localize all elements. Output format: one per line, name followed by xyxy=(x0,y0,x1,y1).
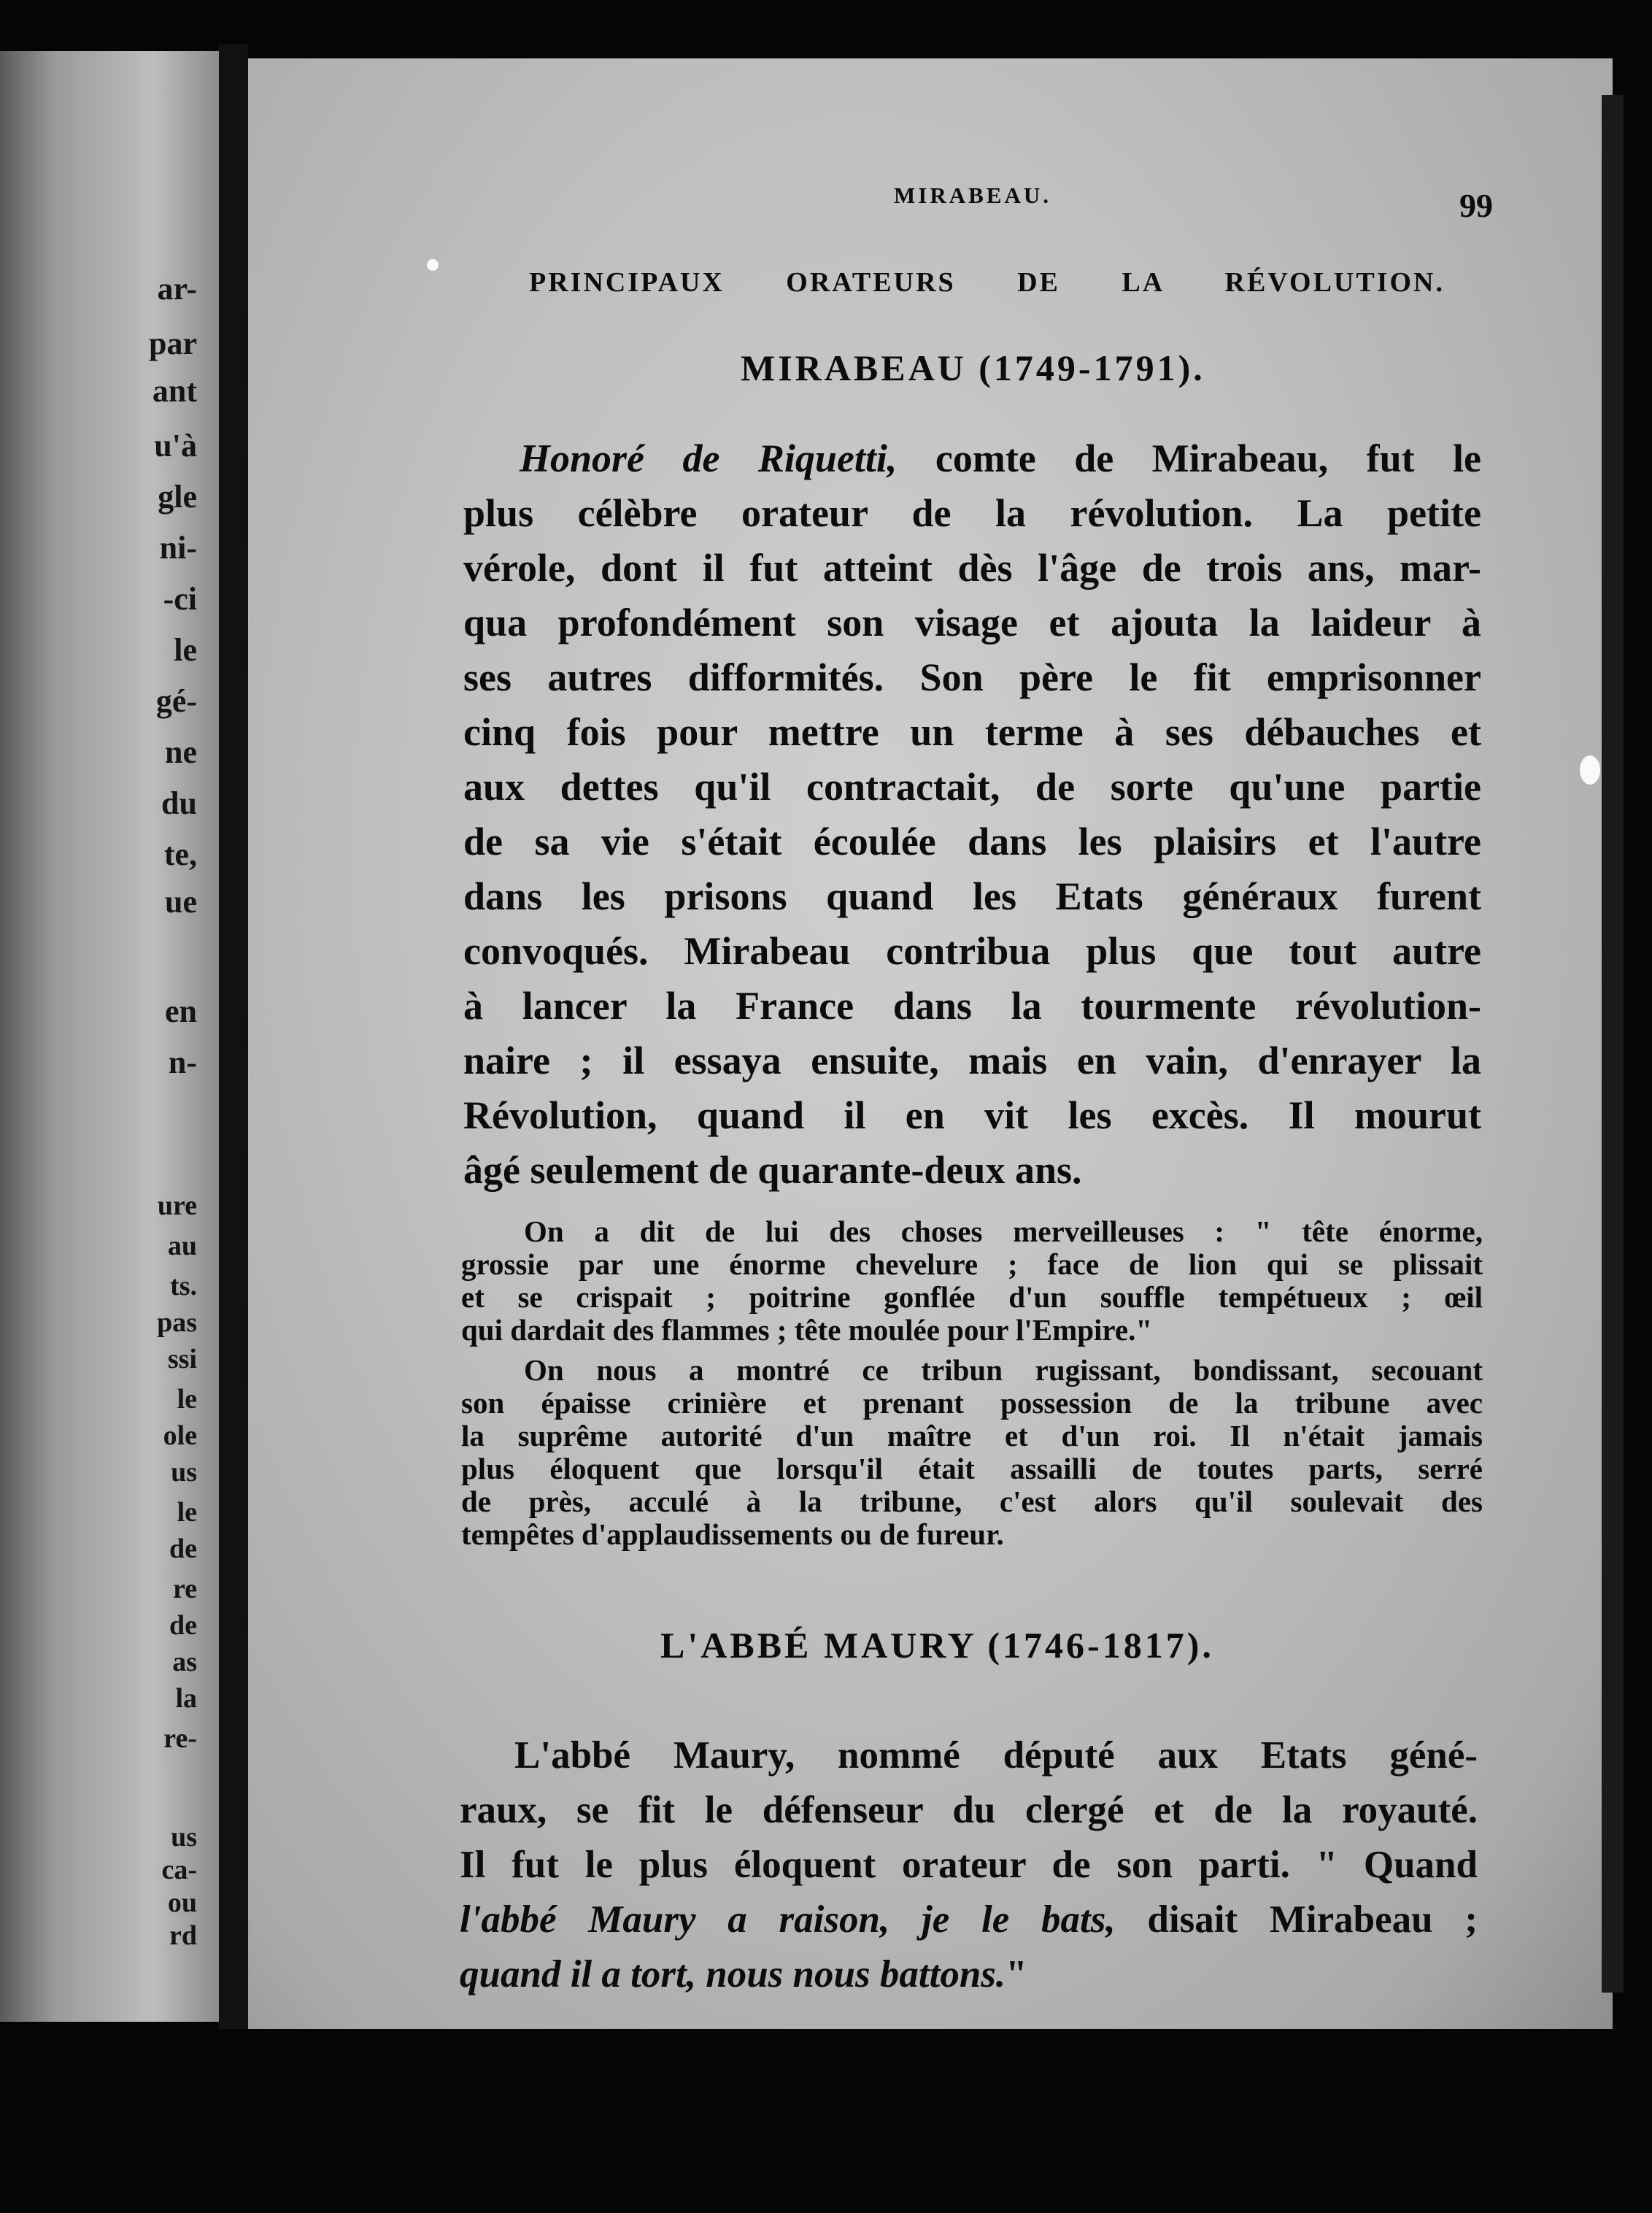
left-fragment: pas xyxy=(157,1307,197,1338)
paragraph-line xyxy=(460,1952,1478,1996)
paragraph-line xyxy=(520,436,1481,480)
left-fragment: us xyxy=(171,1457,197,1487)
left-fragment: ole xyxy=(163,1420,197,1451)
running-head: MIRABEAU. xyxy=(894,182,1051,208)
quote-line: la suprême autorité d'un maître et d'un roi. Il n'était jamais xyxy=(461,1419,1483,1452)
left-fragment: le xyxy=(177,1384,197,1415)
line-text: disait Mirabeau ; xyxy=(1115,1898,1478,1941)
left-fragment: ni- xyxy=(159,530,197,566)
left-fragment: gle xyxy=(158,479,197,515)
paragraph-line xyxy=(460,1898,1478,1941)
paragraph-line: Révolution, quand il en vit les excès. Il mourut xyxy=(463,1093,1481,1137)
quote-line: On nous a montré ce tribun rugissant, bondissant, secouant xyxy=(524,1353,1483,1387)
left-fragment: du xyxy=(161,785,197,821)
italic-name: Honoré de Riquetti, xyxy=(520,436,898,480)
left-fragment: ssi xyxy=(167,1344,197,1374)
quote-line: qui dardait des flammes ; tête moulée pour l'Empire." xyxy=(461,1313,1153,1347)
mirabeau-title: MIRABEAU (1749-1791). xyxy=(741,347,1205,388)
dust-speck xyxy=(427,259,439,271)
page-number: 99 xyxy=(1459,187,1493,224)
book-gutter xyxy=(219,44,248,2029)
left-fragment: ca- xyxy=(161,1855,197,1885)
italic-quote: quand il a tort, nous nous battons. xyxy=(460,1953,1006,1995)
left-fragment: us xyxy=(171,1822,197,1852)
left-fragment: ne xyxy=(165,734,197,770)
left-fragment: ou xyxy=(167,1887,197,1918)
quote-line: On a dit de lui des choses merveilleuses : " tête énorme, xyxy=(524,1215,1483,1248)
paragraph-line: âgé seulement de quarante-deux ans. xyxy=(463,1148,1082,1192)
left-fragment: par xyxy=(149,326,197,361)
left-fragment: le xyxy=(177,1497,197,1528)
quote-line: son épaisse crinière et prenant possession de la tribune avec xyxy=(461,1386,1483,1420)
left-fragment: ure xyxy=(157,1190,197,1221)
paragraph-line: de sa vie s'était écoulée dans les plaisirs et l'autre xyxy=(463,820,1481,863)
italic-quote: l'abbé Maury a raison, je le bats, xyxy=(460,1898,1116,1941)
line-text: " xyxy=(1006,1953,1027,1995)
quote-line: tempêtes d'applaudissements ou de fureur. xyxy=(461,1517,1004,1551)
left-fragment: de xyxy=(169,1533,197,1564)
paragraph-line: cinq fois pour mettre un terme à ses débauches et xyxy=(463,710,1481,754)
paragraph-line: convoqués. Mirabeau contribua plus que tout autre xyxy=(463,929,1481,973)
paragraph-line: raux, se fit le défenseur du clergé et de la royauté. xyxy=(460,1789,1478,1831)
left-fragment: -ci xyxy=(163,581,197,617)
left-fragment: au xyxy=(167,1231,197,1261)
left-fragment: ant xyxy=(152,373,197,409)
left-fragment: le xyxy=(174,632,197,668)
maury-title: L'ABBÉ MAURY (1746-1817). xyxy=(660,1625,1214,1666)
left-fragment: te, xyxy=(163,836,197,872)
paragraph-line: dans les prisons quand les Etats généraux furent xyxy=(463,874,1481,918)
paragraph-line: aux dettes qu'il contractait, de sorte qu'une partie xyxy=(463,765,1481,809)
paragraph-line: Il fut le plus éloquent orateur de son parti. " Quand xyxy=(460,1844,1478,1886)
paragraph-line: L'abbé Maury, nommé député aux Etats géné- xyxy=(514,1734,1478,1777)
left-fragment: la xyxy=(175,1683,197,1714)
left-fragment: re- xyxy=(163,1723,197,1754)
right-page-edge xyxy=(1602,95,1624,1993)
quote-line: et se crispait ; poitrine gonflée d'un souffle tempétueux ; œil xyxy=(461,1280,1483,1314)
quote-line: plus éloquent que lorsqu'il était assailli de toutes parts, serré xyxy=(461,1452,1483,1485)
paragraph-line: naire ; il essaya ensuite, mais en vain, d'enrayer la xyxy=(463,1039,1481,1082)
quote-line: de près, acculé à la tribune, c'est alors qu'il soulevait des xyxy=(461,1485,1483,1518)
left-fragment: ar- xyxy=(157,271,197,307)
left-fragment: u'à xyxy=(154,428,197,463)
section-heading: PRINCIPAUX ORATEURS DE LA RÉVOLUTION. xyxy=(529,267,1445,298)
left-fragment: as xyxy=(172,1647,197,1677)
paragraph-line: à lancer la France dans la tourmente révolution- xyxy=(463,984,1481,1028)
left-fragment: ue xyxy=(165,884,197,920)
left-fragment: en xyxy=(165,993,197,1029)
dust-speck xyxy=(1580,755,1600,785)
left-fragment: gé- xyxy=(155,683,197,719)
left-fragment: n- xyxy=(168,1044,197,1080)
line-text: comte de Mirabeau, fut le xyxy=(897,436,1482,480)
paragraph-line: vérole, dont il fut atteint dès l'âge de trois ans, mar- xyxy=(463,546,1481,590)
left-fragment: rd xyxy=(169,1920,197,1951)
quote-line: grossie par une énorme chevelure ; face de lion qui se plissait xyxy=(461,1247,1483,1281)
paragraph-line: ses autres difformités. Son père le fit emprisonner xyxy=(463,655,1481,699)
paragraph-line: plus célèbre orateur de la révolution. La petite xyxy=(463,491,1481,535)
left-fragment: re xyxy=(172,1574,197,1604)
paragraph-line: qua profondément son visage et ajouta la laideur à xyxy=(463,601,1481,644)
left-fragment: de xyxy=(169,1610,197,1641)
left-fragment: ts. xyxy=(170,1271,197,1301)
